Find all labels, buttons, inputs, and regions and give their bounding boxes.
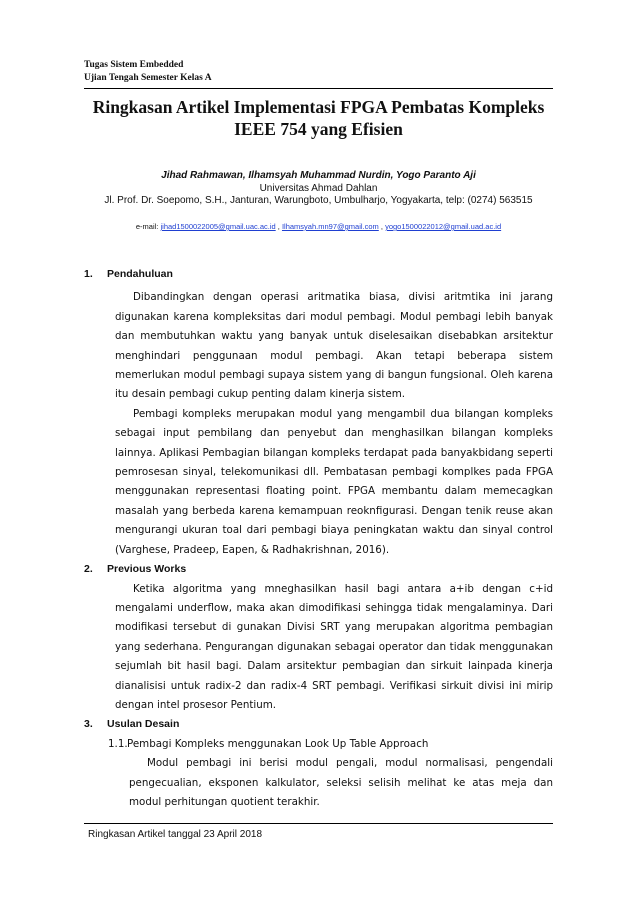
section-heading-usulan-desain xyxy=(84,715,553,734)
section-number: 3. xyxy=(84,718,93,731)
affiliation: Universitas Ahmad Dahlan xyxy=(259,182,378,194)
email-line xyxy=(84,222,553,232)
page-footer: Ringkasan Artikel tanggal 23 April 2018 xyxy=(88,829,263,840)
paragraph: Pembagi kompleks merupakan modul yang mengambil dua bilangan kompleks sebagai input pembilang dan penyebut dan menghasilkan bilangan kompleks lainnya. Aplikasi Pembagian bilangan kompleks terdapat pada banyakbidang seperti pemrosesan sinyal, telekomunikasi dll. Pembatasan pembagi komplkes pada FPGA menggunakan representasi floating point. FPGA membantu dalam memecagkan masalah yang berbeda karena kemampuan reoknfigurasi. Dengan tenik reuse akan mengurangi ukuran toal dari pembagi biaya peningkatan waktu dan sinyal control (Varghese, Pradeep, Eapen, & Radhakrishnan, 2016). xyxy=(115,407,553,556)
email-link-1[interactable]: jihad1500022005@gmail.uac.ac.id xyxy=(160,222,276,231)
header-exam: Ujian Tengah Semester Kelas A xyxy=(84,73,212,83)
email-separator: , xyxy=(380,222,383,231)
paragraph: Modul pembagi ini berisi modul pengali, modul normalisasi, pengendali pengecualian, eksponen kalkulator, seleksi selisih melihat ke atas meja dan modul perhitungan quotient terakhir. xyxy=(129,757,553,808)
section-number: 2. xyxy=(84,563,93,576)
section-number: 1. xyxy=(84,268,93,280)
section-heading-previous-works xyxy=(84,560,553,579)
section-title: Previous Works xyxy=(107,563,187,576)
article-title: Ringkasan Artikel Implementasi FPGA Pembatas Kompleks IEEE 754 yang Efisien xyxy=(92,97,545,139)
header-rule xyxy=(84,88,553,89)
author-names: Jihad Rahmawan, Ilhamsyah Muhammad Nurdin, Yogo Paranto Aji xyxy=(161,170,476,181)
email-label: e-mail: xyxy=(135,222,159,231)
email-link-3[interactable]: yogo1500022012@gmail.uad.ac.id xyxy=(385,222,502,231)
subsection-title: Pembagi Kompleks menggunakan Look Up Table Approach xyxy=(127,737,429,750)
section-title: Pendahuluan xyxy=(107,268,173,280)
header-course: Tugas Sistem Embedded xyxy=(84,60,184,70)
section-title: Usulan Desain xyxy=(107,718,180,731)
article-body xyxy=(84,265,553,812)
section-heading-pendahuluan xyxy=(84,265,553,284)
paragraph: Dibandingkan dengan operasi aritmatika biasa, divisi aritmtika ini jarang digunakan karena kompleksitas dari modul pembagi. Modul pembagi lebih banyak dan membutuhkan waktu yang banyak untuk diselesaikan disebabkan arsitektur menghindari penggunaan modul pembagi. Akan tetapi beberapa sistem memerlukan modul pembagi supaya sistem yang di bangun fungsional. Oleh karena itu desain pembagi cukup penting dalam kinerja sistem. xyxy=(115,291,553,401)
running-header xyxy=(84,59,212,85)
paragraph: Ketika algoritma yang mneghasilkan hasil bagi antara a+ib dengan c+id mengalami underflow, maka akan dimodifikasi sehingga tidak mengalaminya. Dari modifikasi tersebut di gunakan Divisi SRT yang merupakan algoritma pembagian yang sederhana. Pengurangan digunakan sebagai operator dan tidak menggunakan sejumlah bit hasil bagi. Dalam arsitektur pembagian dan sirkuit lainpada kinerja dianalisisi untuk radix-2 dan radix-4 SRT pembagi. Verifikasi sirkuit divisi ini mirip dengan intel prosesor Pentium. xyxy=(115,582,553,711)
subsection-heading xyxy=(84,735,553,754)
subsection-number: 1.1. xyxy=(108,737,128,750)
footer-rule xyxy=(84,823,553,824)
email-link-2[interactable]: Ilhamsyah.mn97@gmail.com xyxy=(281,222,379,231)
author-block xyxy=(84,170,553,208)
email-separator: , xyxy=(277,222,280,231)
address: Jl. Prof. Dr. Soepomo, S.H., Janturan, Warungboto, Umbulharjo, Yogyakarta, telp: (0274) 563515 xyxy=(104,195,533,206)
